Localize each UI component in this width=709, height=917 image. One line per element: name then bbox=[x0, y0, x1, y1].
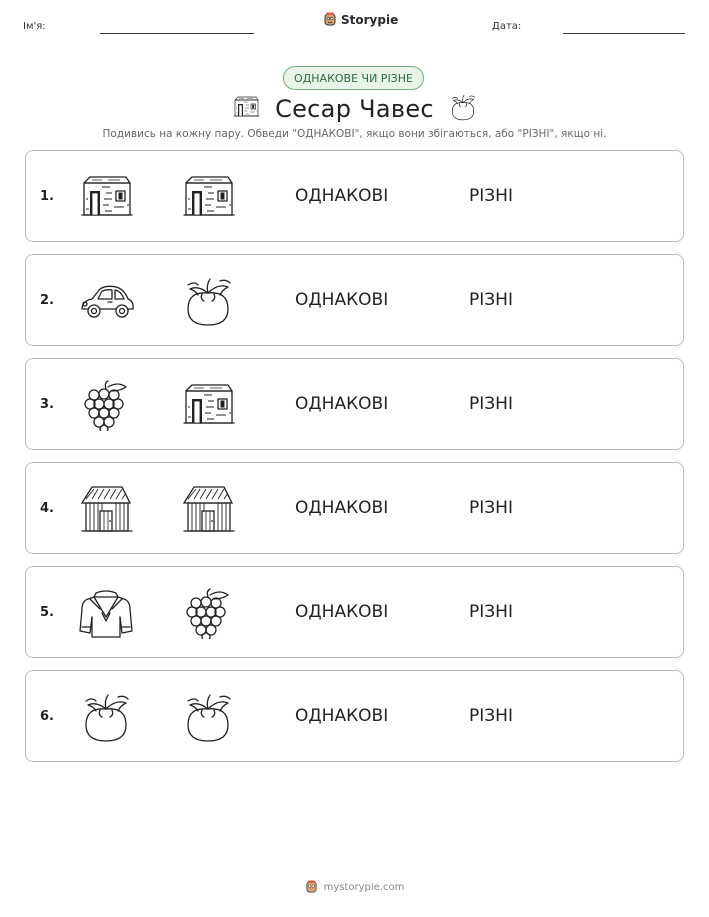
grapes-icon bbox=[78, 379, 134, 431]
brand-logo bbox=[323, 12, 398, 27]
footer bbox=[0, 880, 709, 894]
same-option[interactable]: ОДНАКОВІ bbox=[295, 706, 389, 726]
same-option[interactable]: ОДНАКОВІ bbox=[295, 186, 389, 206]
different-option[interactable]: РІЗНІ bbox=[469, 602, 513, 622]
different-option[interactable]: РІЗНІ bbox=[469, 186, 513, 206]
wooden-shed-icon bbox=[180, 483, 236, 535]
pair-row bbox=[25, 670, 684, 762]
sailor-shirt-icon bbox=[78, 587, 134, 639]
stone-house-icon bbox=[180, 171, 236, 223]
stone-house-icon bbox=[78, 171, 134, 223]
pair-row bbox=[25, 150, 684, 242]
date-field-line[interactable] bbox=[563, 33, 685, 34]
date-label: Дата: bbox=[492, 21, 522, 32]
name-field-line[interactable] bbox=[100, 33, 254, 34]
brand-name: Storypie bbox=[341, 12, 399, 27]
row-number: 6. bbox=[40, 709, 54, 724]
same-option[interactable]: ОДНАКОВІ bbox=[295, 498, 389, 518]
tomato-icon bbox=[180, 275, 236, 327]
pair-row bbox=[25, 254, 684, 346]
stone-house-icon bbox=[180, 379, 236, 431]
row-number: 5. bbox=[40, 605, 54, 620]
stone-house-icon bbox=[231, 94, 261, 124]
pair-row bbox=[25, 462, 684, 554]
pair-row bbox=[25, 566, 684, 658]
same-option[interactable]: ОДНАКОВІ bbox=[295, 290, 389, 310]
row-number: 3. bbox=[40, 397, 54, 412]
different-option[interactable]: РІЗНІ bbox=[469, 498, 513, 518]
car-icon bbox=[78, 275, 134, 327]
different-option[interactable]: РІЗНІ bbox=[469, 290, 513, 310]
name-label: Ім'я: bbox=[23, 21, 46, 32]
row-number: 4. bbox=[40, 501, 54, 516]
page-title: Сесар Чавес bbox=[275, 95, 434, 123]
different-option[interactable]: РІЗНІ bbox=[469, 706, 513, 726]
mascot-icon bbox=[323, 12, 337, 27]
wooden-shed-icon bbox=[78, 483, 134, 535]
mascot-icon bbox=[305, 880, 318, 894]
worksheet-type-badge: ОДНАКОВЕ ЧИ РІЗНЕ bbox=[283, 66, 424, 90]
row-number: 2. bbox=[40, 293, 54, 308]
grapes-icon bbox=[180, 587, 236, 639]
same-option[interactable]: ОДНАКОВІ bbox=[295, 394, 389, 414]
pair-row bbox=[25, 358, 684, 450]
same-option[interactable]: ОДНАКОВІ bbox=[295, 602, 389, 622]
footer-url[interactable]: mystorypie.com bbox=[323, 881, 405, 893]
tomato-icon bbox=[180, 691, 236, 743]
row-number: 1. bbox=[40, 189, 54, 204]
instructions: Подивись на кожну пару. Обведи "ОДНАКОВІ", якщо вони збігаються, або "РІЗНІ", якщо ні. bbox=[102, 128, 607, 140]
different-option[interactable]: РІЗНІ bbox=[469, 394, 513, 414]
tomato-icon bbox=[448, 92, 478, 126]
tomato-icon bbox=[78, 691, 134, 743]
